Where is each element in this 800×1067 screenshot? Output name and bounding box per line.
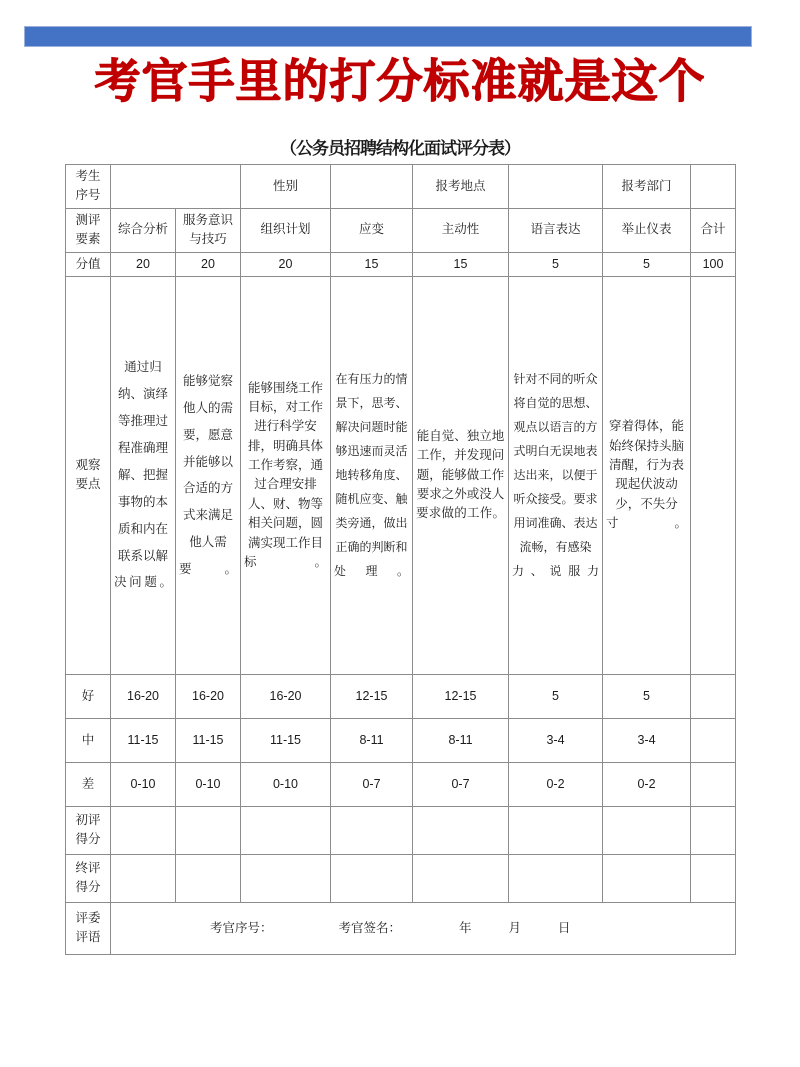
table-row-rating-good — [66, 674, 736, 718]
cell-good-total — [691, 674, 736, 718]
cell-medium-initiative: 8-11 — [413, 718, 509, 762]
cell-poor-initiative: 0-7 — [413, 762, 509, 806]
cell-points-initiative: 15 — [413, 252, 509, 276]
cell-preliminary-demeanor[interactable] — [603, 806, 691, 854]
cell-judge-comment-label — [66, 902, 111, 954]
cell-observation-comprehensive-analysis — [111, 276, 176, 674]
cell-preliminary-comprehensive-analysis[interactable] — [111, 806, 176, 854]
cell-point-value-label: 分值 — [66, 252, 111, 276]
table-row-candidate-info — [66, 165, 736, 209]
observation-text-3: 能够围绕工作目标，对工作进行科学安排，明确具体工作考察，通过合理安排人、财、物等相关问题，圆满实现工作目标。 — [244, 380, 327, 569]
table-row-rating-poor — [66, 762, 736, 806]
cell-observation-verbal-expression — [509, 276, 603, 674]
observation-text-5: 能自觉、独立地工作，并发现问题，能够做工作要求之外或没人要求做的工作。 — [416, 428, 505, 521]
cell-medium-comprehensive-analysis: 11-15 — [111, 718, 176, 762]
cell-good-comprehensive-analysis: 16-20 — [111, 674, 176, 718]
cell-good-adaptability: 12-15 — [331, 674, 413, 718]
table-row-judge-comment — [66, 902, 736, 954]
examiner-number-label: 考官序号： — [210, 920, 273, 935]
cell-points-total: 100 — [691, 252, 736, 276]
cell-criteria-demeanor: 举止仪表 — [603, 208, 691, 252]
service-label-line1: 服务意识 — [182, 212, 233, 227]
cell-final-verbal-expression[interactable] — [509, 854, 603, 902]
top-blue-banner — [24, 26, 752, 47]
cell-final-comprehensive-analysis[interactable] — [111, 854, 176, 902]
cell-medium-total — [691, 718, 736, 762]
cell-criteria-initiative: 主动性 — [413, 208, 509, 252]
cell-final-score-label — [66, 854, 111, 902]
cell-criteria-comprehensive-analysis: 综合分析 — [111, 208, 176, 252]
date-label: 年 月 日 — [459, 920, 581, 935]
table-row-observation-points — [66, 276, 736, 674]
cell-final-organizing-planning[interactable] — [241, 854, 331, 902]
table-row-rating-medium — [66, 718, 736, 762]
cell-candidate-name-input[interactable] — [111, 165, 241, 209]
page-title: 考官手里的打分标准就是这个 — [94, 55, 706, 107]
cell-good-initiative: 12-15 — [413, 674, 509, 718]
final-label-line2: 得分 — [75, 880, 101, 895]
cell-good-demeanor: 5 — [603, 674, 691, 718]
cell-apply-department-label: 报考部门 — [603, 165, 691, 209]
cell-observation-total — [691, 276, 736, 674]
cell-criteria-service-awareness — [176, 208, 241, 252]
observation-text-2: 能够觉察他人的需要，愿意并能够以合适的方式来满足他人需要。 — [179, 373, 237, 576]
cell-apply-location-input[interactable] — [509, 165, 603, 209]
cell-observation-initiative — [413, 276, 509, 674]
observation-text-6: 针对不同的听众将自觉的思想、观点以语言的方式明白无误地表达出来，以便于听众接受。要求用词准确、表达流畅，有感染力、说服力 — [512, 372, 599, 579]
cell-criteria-adaptability: 应变 — [331, 208, 413, 252]
cell-preliminary-service-awareness[interactable] — [176, 806, 241, 854]
score-table-wrapper — [65, 164, 735, 955]
cell-rating-label-poor: 差 — [66, 762, 111, 806]
cell-criteria-organizing-planning: 组织计划 — [241, 208, 331, 252]
service-label-line2: 与技巧 — [189, 232, 227, 247]
cell-medium-adaptability: 8-11 — [331, 718, 413, 762]
cell-points-organizing-planning: 20 — [241, 252, 331, 276]
cell-gender-label: 性别 — [241, 165, 331, 209]
cell-poor-total — [691, 762, 736, 806]
cell-observation-service-awareness — [176, 276, 241, 674]
cell-judge-signature-area[interactable] — [111, 902, 736, 954]
cell-preliminary-initiative[interactable] — [413, 806, 509, 854]
page-subtitle: （公务员招聘结构化面试评分表） — [280, 139, 520, 158]
cell-criteria-total-label: 合计 — [691, 208, 736, 252]
cell-points-service-awareness: 20 — [176, 252, 241, 276]
cell-observation-demeanor — [603, 276, 691, 674]
table-row-preliminary-score — [66, 806, 736, 854]
cell-poor-adaptability: 0-7 — [331, 762, 413, 806]
cell-medium-verbal-expression: 3-4 — [509, 718, 603, 762]
cell-poor-demeanor: 0-2 — [603, 762, 691, 806]
observation-text-4: 在有压力的情景下，思考、解决问题时能够迅速而灵活地转移角度、随机应变、触类旁通，做出正确的判断和处理。 — [334, 372, 409, 579]
cell-good-verbal-expression: 5 — [509, 674, 603, 718]
cell-medium-organizing-planning: 11-15 — [241, 718, 331, 762]
cell-final-demeanor[interactable] — [603, 854, 691, 902]
cell-apply-department-input[interactable] — [691, 165, 736, 209]
cell-criteria-label — [66, 208, 111, 252]
cell-criteria-verbal-expression: 语言表达 — [509, 208, 603, 252]
cell-gender-input[interactable] — [331, 165, 413, 209]
signature-row — [114, 919, 732, 938]
judge-comment-line1: 评委 — [75, 911, 101, 925]
candidate-no-line2: 序号 — [75, 188, 101, 203]
preliminary-label-line2: 得分 — [75, 832, 101, 847]
cell-good-service-awareness: 16-20 — [176, 674, 241, 718]
cell-observation-adaptability — [331, 276, 413, 674]
table-row-point-values — [66, 252, 736, 276]
interview-score-table — [65, 164, 736, 955]
cell-preliminary-verbal-expression[interactable] — [509, 806, 603, 854]
observation-label-line1: 观察 — [75, 458, 101, 472]
criteria-label-line1: 测评 — [75, 212, 101, 227]
cell-rating-label-good: 好 — [66, 674, 111, 718]
cell-preliminary-organizing-planning[interactable] — [241, 806, 331, 854]
judge-comment-line2: 评语 — [75, 930, 101, 945]
cell-good-organizing-planning: 16-20 — [241, 674, 331, 718]
criteria-label-line2: 要素 — [75, 232, 101, 247]
examiner-signature-label: 考官签名： — [338, 920, 402, 935]
preliminary-label-line1: 初评 — [75, 813, 101, 827]
cell-apply-location-label: 报考地点 — [413, 165, 509, 209]
final-label-line1: 终评 — [75, 861, 101, 875]
cell-points-verbal-expression: 5 — [509, 252, 603, 276]
cell-points-adaptability: 15 — [331, 252, 413, 276]
observation-text-1: 通过归纳、演绎等推理过程准确理解、把握事物的本质和内在联系以解决问题。 — [114, 360, 172, 590]
observation-label-line2: 要点 — [75, 477, 101, 492]
cell-poor-service-awareness: 0-10 — [176, 762, 241, 806]
cell-final-total[interactable] — [691, 854, 736, 902]
table-row-criteria — [66, 208, 736, 252]
cell-medium-demeanor: 3-4 — [603, 718, 691, 762]
cell-preliminary-score-label — [66, 806, 111, 854]
cell-points-comprehensive-analysis: 20 — [111, 252, 176, 276]
cell-poor-organizing-planning: 0-10 — [241, 762, 331, 806]
observation-text-7: 穿着得体，能始终保持头脑清醒，行为表现起伏波动少，不失分寸。 — [606, 419, 687, 531]
cell-rating-label-medium: 中 — [66, 718, 111, 762]
cell-observation-organizing-planning — [241, 276, 331, 674]
candidate-no-line1: 考生 — [75, 169, 101, 183]
cell-final-service-awareness[interactable] — [176, 854, 241, 902]
table-row-final-score — [66, 854, 736, 902]
cell-poor-verbal-expression: 0-2 — [509, 762, 603, 806]
cell-candidate-no-label — [66, 165, 111, 209]
cell-poor-comprehensive-analysis: 0-10 — [111, 762, 176, 806]
cell-points-demeanor: 5 — [603, 252, 691, 276]
cell-final-adaptability[interactable] — [331, 854, 413, 902]
cell-medium-service-awareness: 11-15 — [176, 718, 241, 762]
cell-observation-label — [66, 276, 111, 674]
cell-preliminary-adaptability[interactable] — [331, 806, 413, 854]
cell-final-initiative[interactable] — [413, 854, 509, 902]
cell-preliminary-total[interactable] — [691, 806, 736, 854]
